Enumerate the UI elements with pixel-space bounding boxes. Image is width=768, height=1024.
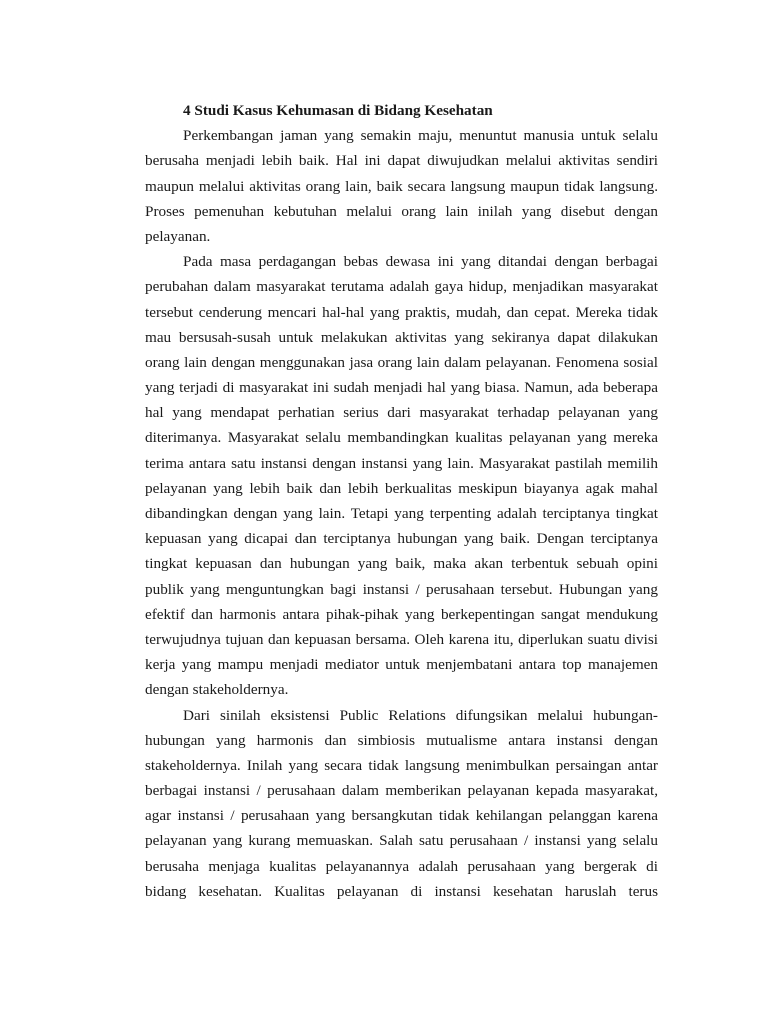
text-line: efektif dan harmonis antara pihak-pihak yang berkepentingan sangat mendukung — [145, 605, 658, 623]
text-line: berusaha menjaga kualitas pelayanannya adalah perusahaan yang bergerak di — [145, 857, 658, 875]
paragraph — [145, 249, 658, 702]
text-line: Dari sinilah eksistensi Public Relations difungsikan melalui hubungan- — [183, 706, 658, 724]
text-line: terima antara satu instansi dengan instansi yang lain. Masyarakat pastilah memilih — [145, 454, 658, 472]
paragraph — [145, 703, 658, 905]
text-line: kerja yang mampu menjadi mediator untuk menjembatani antara top manajemen — [145, 656, 658, 674]
text-line: maupun melalui aktivitas orang lain, baik secara langsung maupun tidak langsung. — [145, 177, 658, 195]
text-line: publik yang menguntungkan bagi instansi / perusahaan tersebut. Hubungan yang — [145, 580, 658, 598]
text-line: berbagai instansi / perusahaan dalam memberikan pelayanan kepada masyarakat, — [145, 782, 658, 800]
document-body — [145, 123, 658, 904]
text-line: berusaha menjadi lebih baik. Hal ini dapat diwujudkan melalui aktivitas sendiri — [145, 152, 658, 170]
text-line: hubungan yang harmonis dan simbiosis mutualisme antara instansi dengan — [145, 731, 658, 749]
text-line: Perkembangan jaman yang semakin maju, menuntut manusia untuk selalu — [183, 127, 658, 145]
text-line: yang terjadi di masyarakat ini sudah menjadi hal yang biasa. Namun, ada beberapa — [145, 379, 658, 397]
text-line: dibandingkan dengan yang lain. Tetapi yang terpenting adalah terciptanya tingkat — [145, 505, 658, 522]
text-line: bidang kesehatan. Kualitas pelayanan di instansi kesehatan haruslah terus — [145, 882, 658, 900]
text-line: hal yang mendapat perhatian serius dari masyarakat terhadap pelayanan yang — [145, 404, 658, 422]
paragraph — [145, 123, 658, 249]
text-line: diterimanya. Masyarakat selalu membandingkan kualitas pelayanan yang mereka — [145, 429, 658, 447]
text-line: tingkat kepuasan dan hubungan yang baik, maka akan terbentuk sebuah opini — [145, 555, 658, 573]
text-line: dengan stakeholdernya. — [145, 681, 289, 699]
text-line: tersebut cenderung mencari hal-hal yang praktis, mudah, dan cepat. Mereka tidak — [145, 303, 658, 321]
text-line: mau bersusah-susah untuk melakukan aktivitas yang sekiranya dapat dilakukan — [145, 328, 658, 346]
text-line: pelayanan yang lebih baik dan lebih berkualitas meskipun biayanya agak mahal — [145, 479, 658, 497]
text-line: kepuasan yang dicapai dan terciptanya hubungan yang baik. Dengan terciptanya — [145, 530, 658, 548]
document-page — [145, 98, 658, 904]
text-line: pelayanan yang kurang memuaskan. Salah satu perusahaan / instansi yang selalu — [145, 832, 658, 850]
text-line: perubahan dalam masyarakat terutama adalah gaya hidup, menjadikan masyarakat — [145, 278, 658, 296]
text-line: terwujudnya tujuan dan kepuasan bersama. Oleh karena itu, diperlukan suatu divisi — [145, 630, 658, 648]
section-heading: 4 Studi Kasus Kehumasan di Bidang Kesehatan — [183, 102, 493, 119]
text-line: pelayanan. — [145, 227, 211, 245]
text-line: agar instansi / perusahaan yang bersangkutan tidak kehilangan pelanggan karena — [145, 807, 658, 825]
text-line: Pada masa perdagangan bebas dewasa ini yang ditandai dengan berbagai — [183, 253, 658, 271]
text-line: stakeholdernya. Inilah yang secara tidak langsung menimbulkan persaingan antar — [145, 756, 658, 774]
text-line: Proses pemenuhan kebutuhan melalui orang lain inilah yang disebut dengan — [145, 202, 658, 220]
text-line: orang lain dengan menggunakan jasa orang lain dalam pelayanan. Fenomena sosial — [145, 353, 658, 371]
